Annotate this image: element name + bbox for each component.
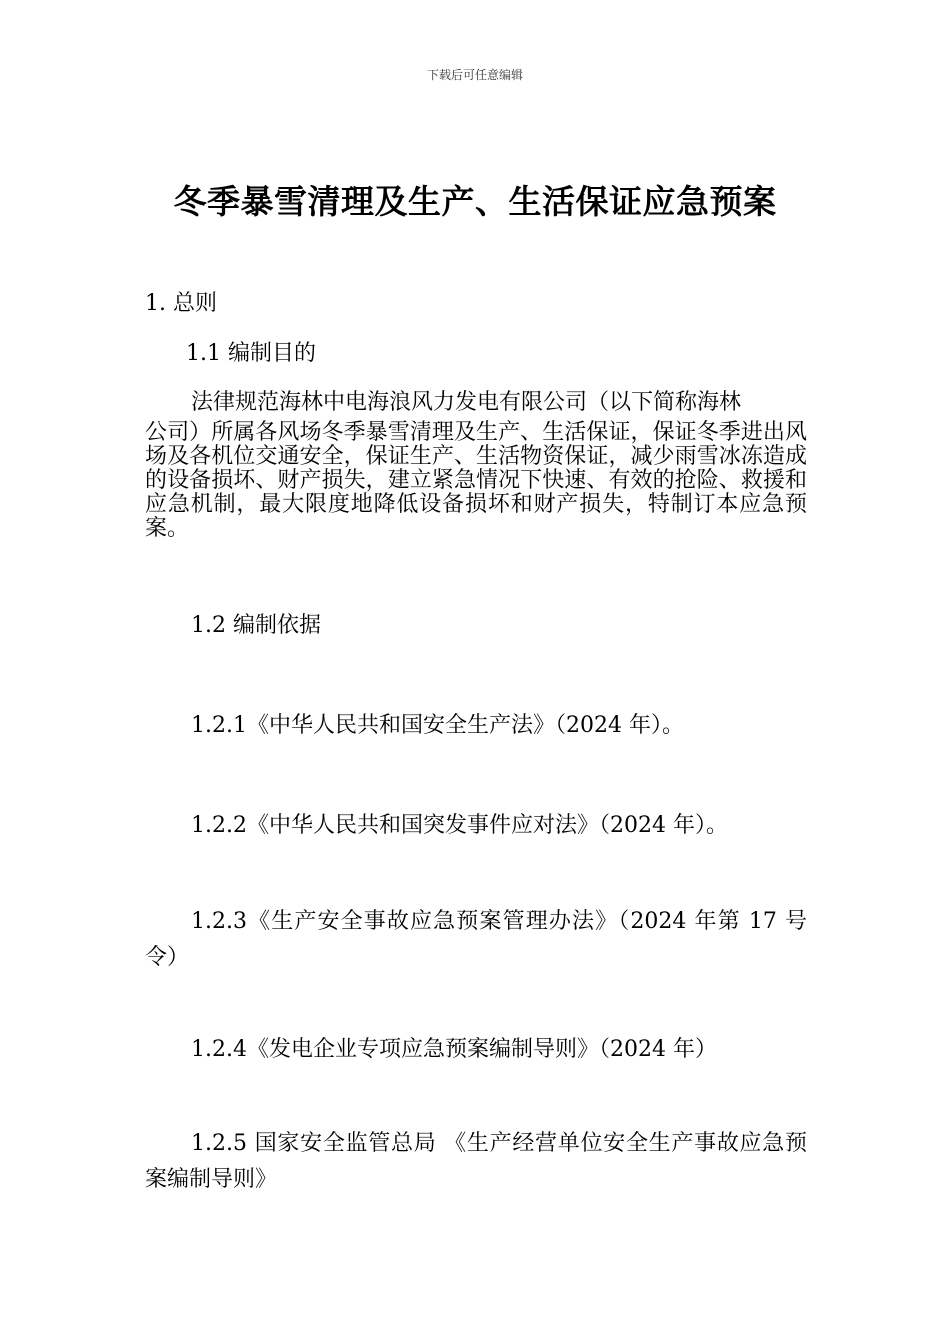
header-note: 下载后可任意编辑 xyxy=(426,68,523,82)
basis-item-2: 1.2.2《中华人民共和国突发事件应对法》（2024 年）。 xyxy=(191,813,728,838)
purpose-paragraph xyxy=(145,384,807,541)
purpose-paragraph-rest: 公司）所属各风场冬季暴雪清理及生产、生活保证，保证冬季进出风场及各机位交通安全，保证生产、生活物资保证，减少雨雪冰冻造成的设备损坏、财产损失，建立紧急情况下快速、有效的抢险、救援和应急机制，最大限度地降低设备损坏和财产损失，特制订本应急预案。 xyxy=(145,420,807,541)
purpose-paragraph-first-line: 法律规范海林中电海浪风力发电有限公司（以下简称海林 xyxy=(191,390,742,415)
section-heading-general: 1. 总则 xyxy=(145,291,217,316)
basis-item-1: 1.2.1《中华人民共和国安全生产法》（2024 年）。 xyxy=(191,713,684,738)
section-heading-purpose: 1.1 编制目的 xyxy=(186,341,316,366)
basis-item-4: 1.2.4《发电企业专项应急预案编制导则》（2024 年） xyxy=(191,1037,717,1062)
document-title: 冬季暴雪清理及生产、生活保证应急预案 xyxy=(173,182,777,221)
basis-item-5: 1.2.5 国家安全监管总局 《生产经营单位安全生产事故应急预案编制导则》 xyxy=(145,1131,807,1192)
section-heading-basis: 1.2 编制依据 xyxy=(191,613,321,638)
basis-item-3: 1.2.3《生产安全事故应急预案管理办法》（2024 年第 17 号令） xyxy=(145,909,807,970)
